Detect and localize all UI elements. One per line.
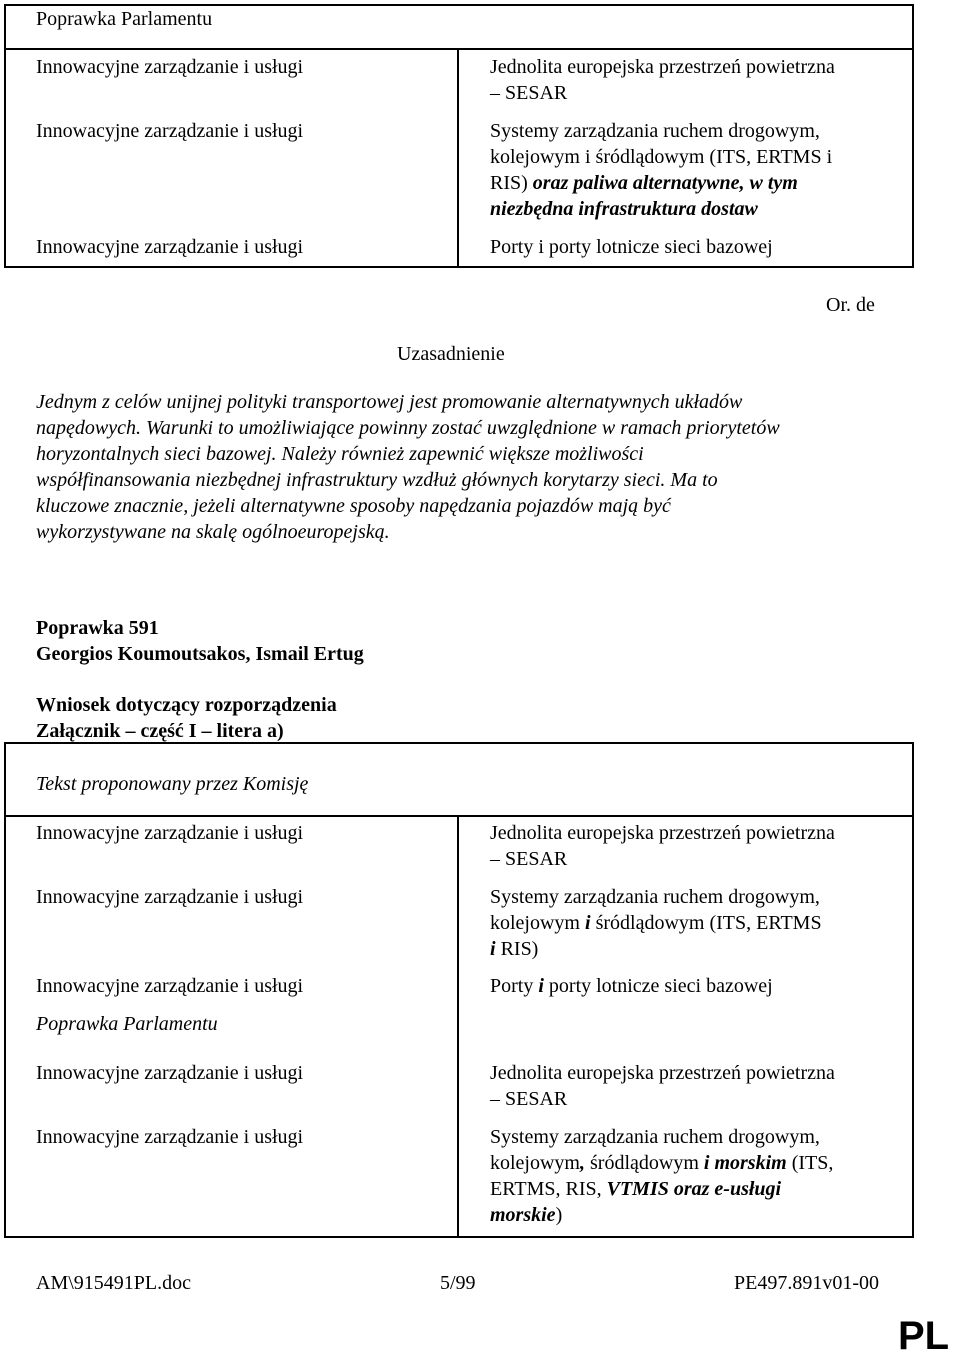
table-1-row-2-right-line-1: Systemy zarządzania ruchem drogowym,: [490, 120, 820, 142]
p2-r3a: ERTMS, RIS,: [490, 1178, 607, 1200]
table-1-column-divider: [457, 48, 459, 268]
p2-r3b: VTMIS oraz e-usługi: [606, 1178, 782, 1200]
table-2-commission-row-1-right-line-2: – SESAR: [490, 848, 568, 870]
justification-line-6: wykorzystywane na skalę ogólnoeuropejską.: [36, 521, 390, 543]
table-1-row-1-right-line-2: – SESAR: [490, 82, 568, 104]
table-1-row-2-right-line-4: niezbędna infrastruktura dostaw: [490, 198, 758, 220]
table-1-row-1-left: Innowacyjne zarządzanie i usługi: [36, 56, 304, 78]
table-2-header-parliament: Poprawka Parlamentu: [36, 1013, 218, 1035]
amendment-annex: Załącznik – część I – litera a): [36, 720, 284, 742]
table-1-row-3-right: Porty i porty lotnicze sieci bazowej: [490, 236, 773, 258]
table-2-parliament-row-2-left: Innowacyjne zarządzanie i usługi: [36, 1126, 304, 1148]
table-2-commission-row-3-right: [490, 973, 773, 999]
justification-line-1: Jednym z celów unijnej polityki transportowej jest promowanie alternatywnych układów: [36, 391, 743, 413]
amendment-reference: [36, 692, 337, 744]
justification-text: [36, 389, 876, 545]
c2-r2c: śródlądowym (ITS, ERTMS: [590, 912, 822, 934]
amendment-header: [36, 615, 364, 667]
table-2-parliament-row-1-left: Innowacyjne zarządzanie i usługi: [36, 1062, 304, 1084]
table-1-row-2-text-a: RIS): [490, 172, 533, 194]
p2-r2d: i morskim: [703, 1152, 787, 1174]
table-2-parliament-row-2-right-line-4: [490, 1202, 562, 1228]
table-2-commission-row-2-right-line-2: [490, 910, 822, 936]
table-2-commission-row-2-left: Innowacyjne zarządzanie i usługi: [36, 886, 304, 908]
amendment-proposal: Wniosek dotyczący rozporządzenia: [36, 694, 337, 716]
c2-r2a: kolejowym: [490, 912, 585, 934]
table-1-row-1-right-line-1: Jednolita europejska przestrzeń powietrzna: [490, 56, 835, 78]
table-1-row-2-right-line-3: [490, 170, 798, 196]
justification-line-2: napędowych. Warunki to umożliwiające powinny zostać uwzględnione w ramach priorytetów: [36, 417, 780, 439]
p2-r2b: ,: [580, 1152, 585, 1174]
c3-r1a: Porty: [490, 975, 539, 997]
original-language: Or. de: [826, 294, 875, 316]
table-1-header: Poprawka Parlamentu: [36, 8, 213, 30]
table-2-parliament-row-2-right-line-1: Systemy zarządzania ruchem drogowym,: [490, 1126, 820, 1148]
table-2-parliament-row-1-right-line-2: – SESAR: [490, 1088, 568, 1110]
justification-line-5: kluczowe znacznie, jeżeli alternatywne sposoby napędzania pojazdów mają być: [36, 495, 671, 517]
table-1-row-3-left: Innowacyjne zarządzanie i usługi: [36, 236, 304, 258]
table-2-header-divider: [4, 815, 914, 817]
footer-reference: PE497.891v01-00: [734, 1272, 879, 1294]
justification-title: Uzasadnienie: [397, 343, 505, 365]
table-1-row-2-text-b: oraz paliwa alternatywne, w tym: [532, 172, 798, 194]
p2-r2e: (ITS,: [786, 1152, 834, 1174]
p2-r2c: śródlądowym: [585, 1152, 704, 1174]
table-2-header-commission: Tekst proponowany przez Komisję: [36, 773, 309, 795]
amendment-authors: Georgios Koumoutsakos, Ismail Ertug: [36, 643, 364, 665]
footer-page-number: 5/99: [440, 1272, 476, 1294]
p2-r4: morskie: [490, 1204, 556, 1226]
table-2-commission-row-2-right-line-1: Systemy zarządzania ruchem drogowym,: [490, 886, 820, 908]
c2-r2b: i: [585, 912, 591, 934]
p2-r4b: ): [555, 1204, 563, 1226]
table-2-commission-row-1-right-line-1: Jednolita europejska przestrzeń powietrzna: [490, 822, 835, 844]
justification-line-3: horyzontalnych sieci bazowej. Należy również zapewnić większe możliwości: [36, 443, 644, 465]
table-2-parliament-row-2-right-line-3: [490, 1176, 781, 1202]
table-1-row-2-left: Innowacyjne zarządzanie i usługi: [36, 120, 304, 142]
table-2-parliament-row-2-right-line-2: [490, 1150, 833, 1176]
justification-line-4: współfinansowania niezbędnej infrastruktury wzdłuż głównych korytarzy sieci. Ma to: [36, 469, 718, 491]
footer-language-code: PL: [898, 1314, 950, 1358]
c2-r3b: RIS): [495, 938, 539, 960]
table-2-column-divider: [457, 815, 459, 1238]
c3-r1b: i: [538, 975, 544, 997]
footer-document-id: AM\915491PL.doc: [36, 1272, 191, 1294]
table-1-header-divider: [4, 48, 914, 50]
c2-r3a: i: [490, 938, 496, 960]
table-2-parliament-row-1-right-line-1: Jednolita europejska przestrzeń powietrzna: [490, 1062, 835, 1084]
p2-r2a: kolejowym: [490, 1152, 580, 1174]
amendment-number: Poprawka 591: [36, 617, 159, 639]
c3-r1c: porty lotnicze sieci bazowej: [543, 975, 773, 997]
table-2-commission-row-3-left: Innowacyjne zarządzanie i usługi: [36, 975, 304, 997]
table-1-row-2-right-line-2: kolejowym i śródlądowym (ITS, ERTMS i: [490, 146, 833, 168]
table-2-commission-row-1-left: Innowacyjne zarządzanie i usługi: [36, 822, 304, 844]
table-2-commission-row-2-right-line-3: [490, 936, 538, 962]
